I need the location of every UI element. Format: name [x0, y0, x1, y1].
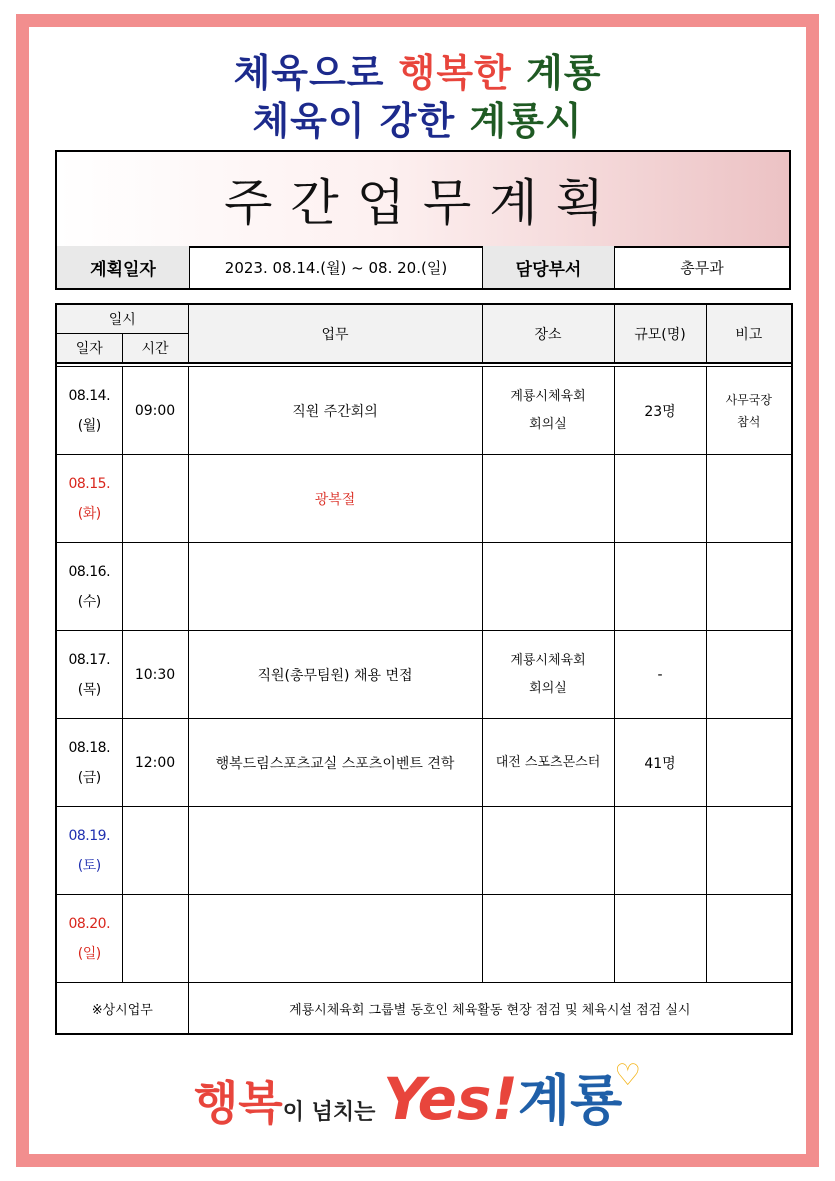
day-text: (일)	[77, 945, 101, 962]
date-text: 08.16.	[68, 563, 111, 580]
table-row	[56, 455, 792, 543]
date-cell	[56, 455, 122, 543]
note-cell	[706, 455, 792, 543]
header-time: 시간	[122, 334, 188, 364]
note-cell	[706, 719, 792, 807]
slogan-part: 체육이 강한	[252, 99, 470, 143]
plan-date-label: 계획일자	[57, 246, 190, 288]
slogan-line-1	[0, 42, 835, 97]
date-text: 08.15.	[68, 475, 111, 492]
slogan-part: 행복한	[398, 51, 512, 95]
day-text: (금)	[77, 769, 101, 786]
heart-icon: ♡	[614, 1058, 642, 1093]
note-cell	[706, 543, 792, 631]
date-text: 08.19.	[68, 827, 111, 844]
dept-label: 담당부서	[483, 246, 615, 288]
place-cell	[482, 895, 614, 983]
task-cell	[188, 543, 482, 631]
date-cell	[56, 807, 122, 895]
place-line-2: 회의실	[529, 416, 567, 432]
scale-cell	[614, 895, 706, 983]
date-text: 08.18.	[68, 739, 111, 756]
place-cell	[482, 631, 614, 719]
bottom-slogan-part: 이 넘치는	[282, 1100, 384, 1125]
header-date: 일자	[56, 334, 122, 364]
table-row	[56, 543, 792, 631]
header-note: 비고	[706, 304, 792, 363]
time-cell	[122, 543, 188, 631]
bottom-slogan	[0, 1058, 835, 1135]
task-cell: 광복절	[188, 455, 482, 543]
task-cell: 행복드림스포츠교실 스포츠이벤트 견학	[188, 719, 482, 807]
plan-date-value: 2023. 08.14.(월) ~ 08. 20.(일)	[190, 246, 483, 288]
slogan-part: 계룡시	[469, 99, 583, 143]
schedule-table	[55, 303, 793, 1035]
scale-cell: 41명	[614, 719, 706, 807]
slogan-part: 계룡	[511, 51, 602, 95]
title-banner	[57, 152, 789, 248]
date-text: 08.20.	[68, 915, 111, 932]
title-box	[55, 150, 791, 290]
task-cell: 직원(총무팀원) 채용 면접	[188, 631, 482, 719]
table-row	[56, 895, 792, 983]
time-cell: 09:00	[122, 367, 188, 455]
date-cell	[56, 367, 122, 455]
date-text: 08.17.	[68, 651, 111, 668]
day-text: (토)	[77, 857, 101, 874]
slogan-line-2	[0, 90, 835, 145]
place-line-1: 대전 스포츠몬스터	[495, 754, 601, 770]
day-text: (화)	[77, 505, 101, 522]
time-cell	[122, 807, 188, 895]
time-cell: 12:00	[122, 719, 188, 807]
note-cell	[706, 895, 792, 983]
bottom-slogan-part: 행복	[193, 1076, 283, 1130]
table-row	[56, 807, 792, 895]
date-cell	[56, 631, 122, 719]
note-line-2: 참석	[737, 414, 761, 429]
note-line-1: 사무국장	[725, 392, 772, 407]
footer-label: ※상시업무	[56, 983, 188, 1035]
table-row	[56, 367, 792, 455]
place-cell	[482, 367, 614, 455]
bottom-slogan-part: Yes!	[383, 1065, 518, 1133]
bottom-slogan-part: 계룡	[517, 1069, 623, 1132]
schedule-rows	[56, 367, 792, 983]
place-line-2: 회의실	[529, 680, 567, 696]
date-cell	[56, 719, 122, 807]
header-scale: 규모(명)	[614, 304, 706, 363]
place-cell	[482, 543, 614, 631]
place-cell	[482, 455, 614, 543]
day-text: (월)	[77, 417, 101, 434]
note-cell	[706, 631, 792, 719]
note-cell	[706, 807, 792, 895]
place-line-1: 계룡시체육회	[510, 388, 586, 404]
table-row	[56, 719, 792, 807]
task-cell	[188, 895, 482, 983]
footer-row	[56, 983, 792, 1035]
day-text: (목)	[77, 681, 101, 698]
place-cell	[482, 807, 614, 895]
date-cell	[56, 543, 122, 631]
task-cell	[188, 807, 482, 895]
scale-cell	[614, 807, 706, 895]
note-cell	[706, 367, 792, 455]
task-cell: 직원 주간회의	[188, 367, 482, 455]
place-line-1: 계룡시체육회	[510, 652, 586, 668]
table-row	[56, 631, 792, 719]
header-row	[56, 304, 792, 334]
place-cell	[482, 719, 614, 807]
time-cell	[122, 895, 188, 983]
header-place: 장소	[482, 304, 614, 363]
footer-text: 계룡시체육회 그룹별 동호인 체육활동 현장 점검 및 체육시설 점검 실시	[188, 983, 792, 1035]
dept-value: 총무과	[680, 258, 724, 277]
scale-cell	[614, 543, 706, 631]
info-row	[57, 246, 789, 288]
time-cell: 10:30	[122, 631, 188, 719]
scale-cell: 23명	[614, 367, 706, 455]
day-text: (수)	[77, 593, 101, 610]
date-cell	[56, 895, 122, 983]
scale-cell	[614, 455, 706, 543]
scale-cell: -	[614, 631, 706, 719]
slogan-part: 체육으로	[233, 51, 399, 95]
date-text: 08.14.	[68, 387, 111, 404]
page-title: 주간업무계획	[224, 174, 622, 232]
header-task: 업무	[188, 304, 482, 363]
time-cell	[122, 455, 188, 543]
header-schedule: 일시	[56, 304, 188, 334]
